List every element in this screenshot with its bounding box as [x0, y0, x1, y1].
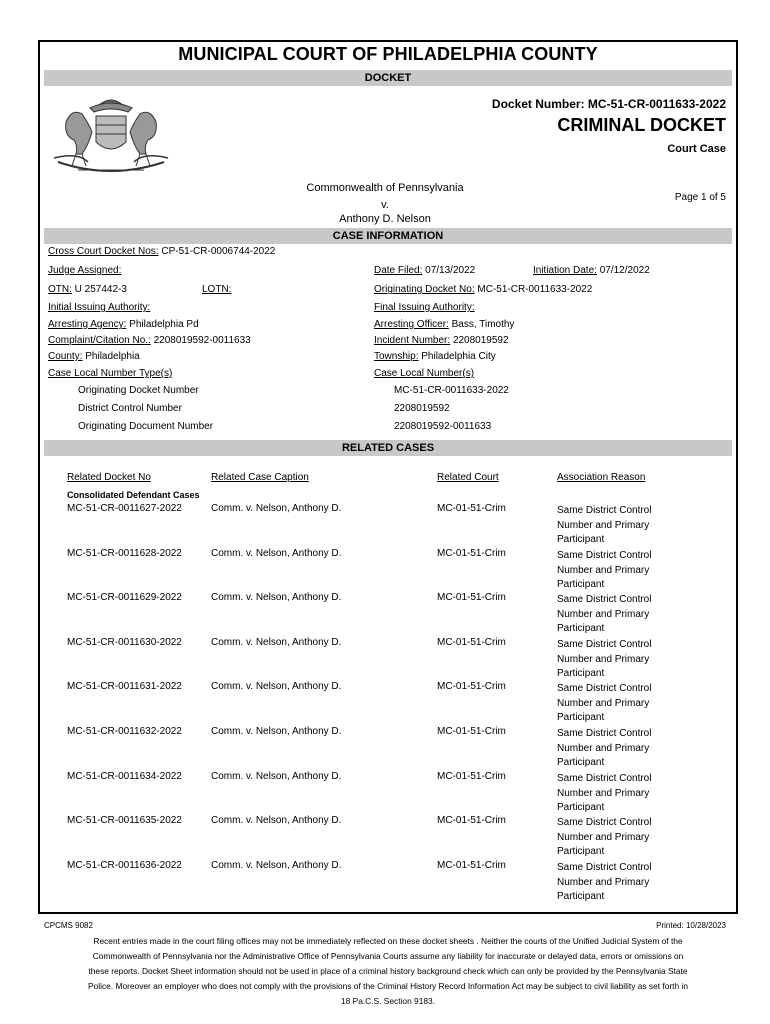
cross-court-value: CP-51-CR-0006744-2022 — [161, 246, 276, 257]
related-case-caption: Comm. v. Nelson, Anthony D. — [211, 637, 342, 648]
initial-authority-label: Initial Issuing Authority: — [48, 302, 151, 313]
related-court: MC-01-51-Crim — [437, 771, 506, 782]
county-row — [48, 351, 140, 363]
local-number: MC-51-CR-0011633-2022 — [394, 385, 509, 396]
related-caption-header: Related Case Caption — [211, 472, 309, 483]
docket-number: Docket Number: MC-51-CR-0011633-2022 — [491, 97, 726, 111]
consolidated-group-label: Consolidated Defendant Cases — [67, 490, 200, 500]
related-case-caption: Comm. v. Nelson, Anthony D. — [211, 503, 342, 514]
related-docket-number: MC-51-CR-0011628-2022 — [67, 548, 182, 559]
initiation-date-row — [533, 265, 650, 277]
form-id: CPCMS 9082 — [44, 921, 93, 930]
related-court: MC-01-51-Crim — [437, 815, 506, 826]
caption-versus: v. — [381, 199, 389, 211]
association-reason: Same District Control Number and Primary Participant — [557, 862, 652, 902]
township-row — [374, 351, 496, 363]
originating-docket-label: Originating Docket No: — [374, 284, 475, 295]
court-title: MUNICIPAL COURT OF PHILADELPHIA COUNTY — [178, 44, 598, 64]
docket-bar: DOCKET — [44, 70, 732, 86]
otn-label: OTN: — [48, 284, 72, 295]
arresting-officer-label: Arresting Officer: — [374, 319, 449, 330]
related-case-caption: Comm. v. Nelson, Anthony D. — [211, 548, 342, 559]
incident-number-label: Incident Number: — [374, 335, 451, 346]
date-filed-label: Date Filed: — [374, 265, 423, 276]
local-number: 2208019592-0011633 — [394, 421, 492, 432]
arresting-agency-label: Arresting Agency: — [48, 319, 127, 330]
related-court: MC-01-51-Crim — [437, 860, 506, 871]
township-label: Township: — [374, 351, 419, 362]
related-docket-number: MC-51-CR-0011629-2022 — [67, 592, 182, 603]
initial-authority-row — [48, 302, 150, 314]
lotn-label: LOTN: — [202, 284, 232, 295]
association-reason: Same District Control Number and Primary Participant — [557, 773, 652, 813]
related-court: MC-01-51-Crim — [437, 503, 506, 514]
incident-number-row — [374, 335, 509, 347]
related-docket-number: MC-51-CR-0011634-2022 — [67, 771, 182, 782]
association-reason: Same District Control Number and Primary Participant — [557, 639, 652, 679]
cross-court-label: Cross Court Docket Nos: — [48, 246, 159, 257]
related-court-header: Related Court — [437, 472, 499, 483]
local-number: 2208019592 — [394, 403, 450, 414]
initiation-date-label: Initiation Date: — [533, 265, 597, 276]
lotn-row — [202, 284, 231, 296]
association-reason: Same District Control Number and Primary Participant — [557, 683, 652, 723]
date-filed-row — [374, 265, 475, 277]
caption-defendant: Anthony D. Nelson — [339, 213, 431, 225]
cross-court-row — [48, 246, 275, 258]
pennsylvania-coat-of-arms-icon — [48, 92, 174, 178]
related-docket-number: MC-51-CR-0011631-2022 — [67, 681, 182, 692]
township-value: Philadelphia City — [421, 351, 496, 362]
date-filed-value: 07/13/2022 — [425, 265, 476, 276]
originating-docket-row — [374, 284, 592, 296]
arresting-agency-value: Philadelphia Pd — [129, 319, 199, 330]
related-cases-bar: RELATED CASES — [44, 440, 732, 456]
complaint-row — [48, 335, 251, 347]
judge-row — [48, 265, 121, 277]
related-case-caption: Comm. v. Nelson, Anthony D. — [211, 815, 342, 826]
local-number-type: Originating Document Number — [78, 421, 214, 432]
related-case-caption: Comm. v. Nelson, Anthony D. — [211, 681, 342, 692]
arresting-agency-row — [48, 319, 199, 331]
related-docket-number: MC-51-CR-0011630-2022 — [67, 637, 182, 648]
related-docket-header: Related Docket No — [67, 472, 151, 483]
related-case-caption: Comm. v. Nelson, Anthony D. — [211, 726, 342, 737]
complaint-label: Complaint/Citation No.: — [48, 335, 151, 346]
disclaimer: Recent entries made in the court filing offices may not be immediately reflected on these docket sheets . Neither the courts of the Unified Judicial System of the Commonwealth of Pennsylvania nor the Administrative Office of Pennsylvania Courts assume any liability for inaccurate or delayed data, errors or omissions on these reports. Docket Sheet information should not be used in place of a criminal history background check which can only be provided by the Pennsylvania State Police. Moreover an employer who does not comply with the provisions of the Criminal History Record Information Act may be subject to civil liability as set forth in 18 Pa.C.S. Section 9183. — [88, 936, 688, 1006]
caption-plaintiff: Commonwealth of Pennsylvania — [306, 182, 464, 194]
originating-docket-value: MC-51-CR-0011633-2022 — [477, 284, 593, 295]
incident-number-value: 2208019592 — [452, 335, 509, 346]
local-number-type-header: Case Local Number Type(s) — [48, 368, 173, 379]
final-authority-row — [374, 302, 475, 314]
local-number-type: District Control Number — [78, 403, 182, 414]
docket-type: CRIMINAL DOCKET — [557, 115, 726, 135]
association-reason: Same District Control Number and Primary Participant — [557, 728, 652, 768]
related-court: MC-01-51-Crim — [437, 637, 506, 648]
printed-date: Printed: 10/28/2023 — [656, 921, 726, 930]
related-court: MC-01-51-Crim — [437, 681, 506, 692]
association-reason: Same District Control Number and Primary Participant — [557, 594, 652, 634]
related-docket-number: MC-51-CR-0011632-2022 — [67, 726, 182, 737]
association-reason-header: Association Reason — [557, 472, 646, 483]
case-kind: Court Case — [667, 143, 726, 155]
otn-row — [48, 284, 127, 296]
county-value: Philadelphia — [85, 351, 140, 362]
judge-label: Judge Assigned: — [48, 265, 122, 276]
association-reason: Same District Control Number and Primary Participant — [557, 817, 652, 857]
arresting-officer-row — [374, 319, 514, 331]
related-case-caption: Comm. v. Nelson, Anthony D. — [211, 860, 342, 871]
case-information-bar: CASE INFORMATION — [44, 228, 732, 244]
page-number: Page 1 of 5 — [674, 192, 726, 203]
related-court: MC-01-51-Crim — [437, 548, 506, 559]
related-court: MC-01-51-Crim — [437, 592, 506, 603]
local-number-header: Case Local Number(s) — [374, 368, 475, 379]
county-label: County: — [48, 351, 83, 362]
related-docket-number: MC-51-CR-0011627-2022 — [67, 503, 182, 514]
related-case-caption: Comm. v. Nelson, Anthony D. — [211, 771, 342, 782]
related-docket-number: MC-51-CR-0011635-2022 — [67, 815, 182, 826]
association-reason: Same District Control Number and Primary Participant — [557, 550, 652, 590]
otn-value: U 257442-3 — [74, 284, 127, 295]
related-case-caption: Comm. v. Nelson, Anthony D. — [211, 592, 342, 603]
local-number-type: Originating Docket Number — [78, 385, 199, 396]
related-docket-number: MC-51-CR-0011636-2022 — [67, 860, 182, 871]
final-authority-label: Final Issuing Authority: — [374, 302, 475, 313]
association-reason: Same District Control Number and Primary Participant — [557, 505, 652, 545]
related-court: MC-01-51-Crim — [437, 726, 506, 737]
initiation-date-value: 07/12/2022 — [599, 265, 650, 276]
arresting-officer-value: Bass, Timothy — [451, 319, 515, 330]
complaint-value: 2208019592-0011633 — [153, 335, 251, 346]
